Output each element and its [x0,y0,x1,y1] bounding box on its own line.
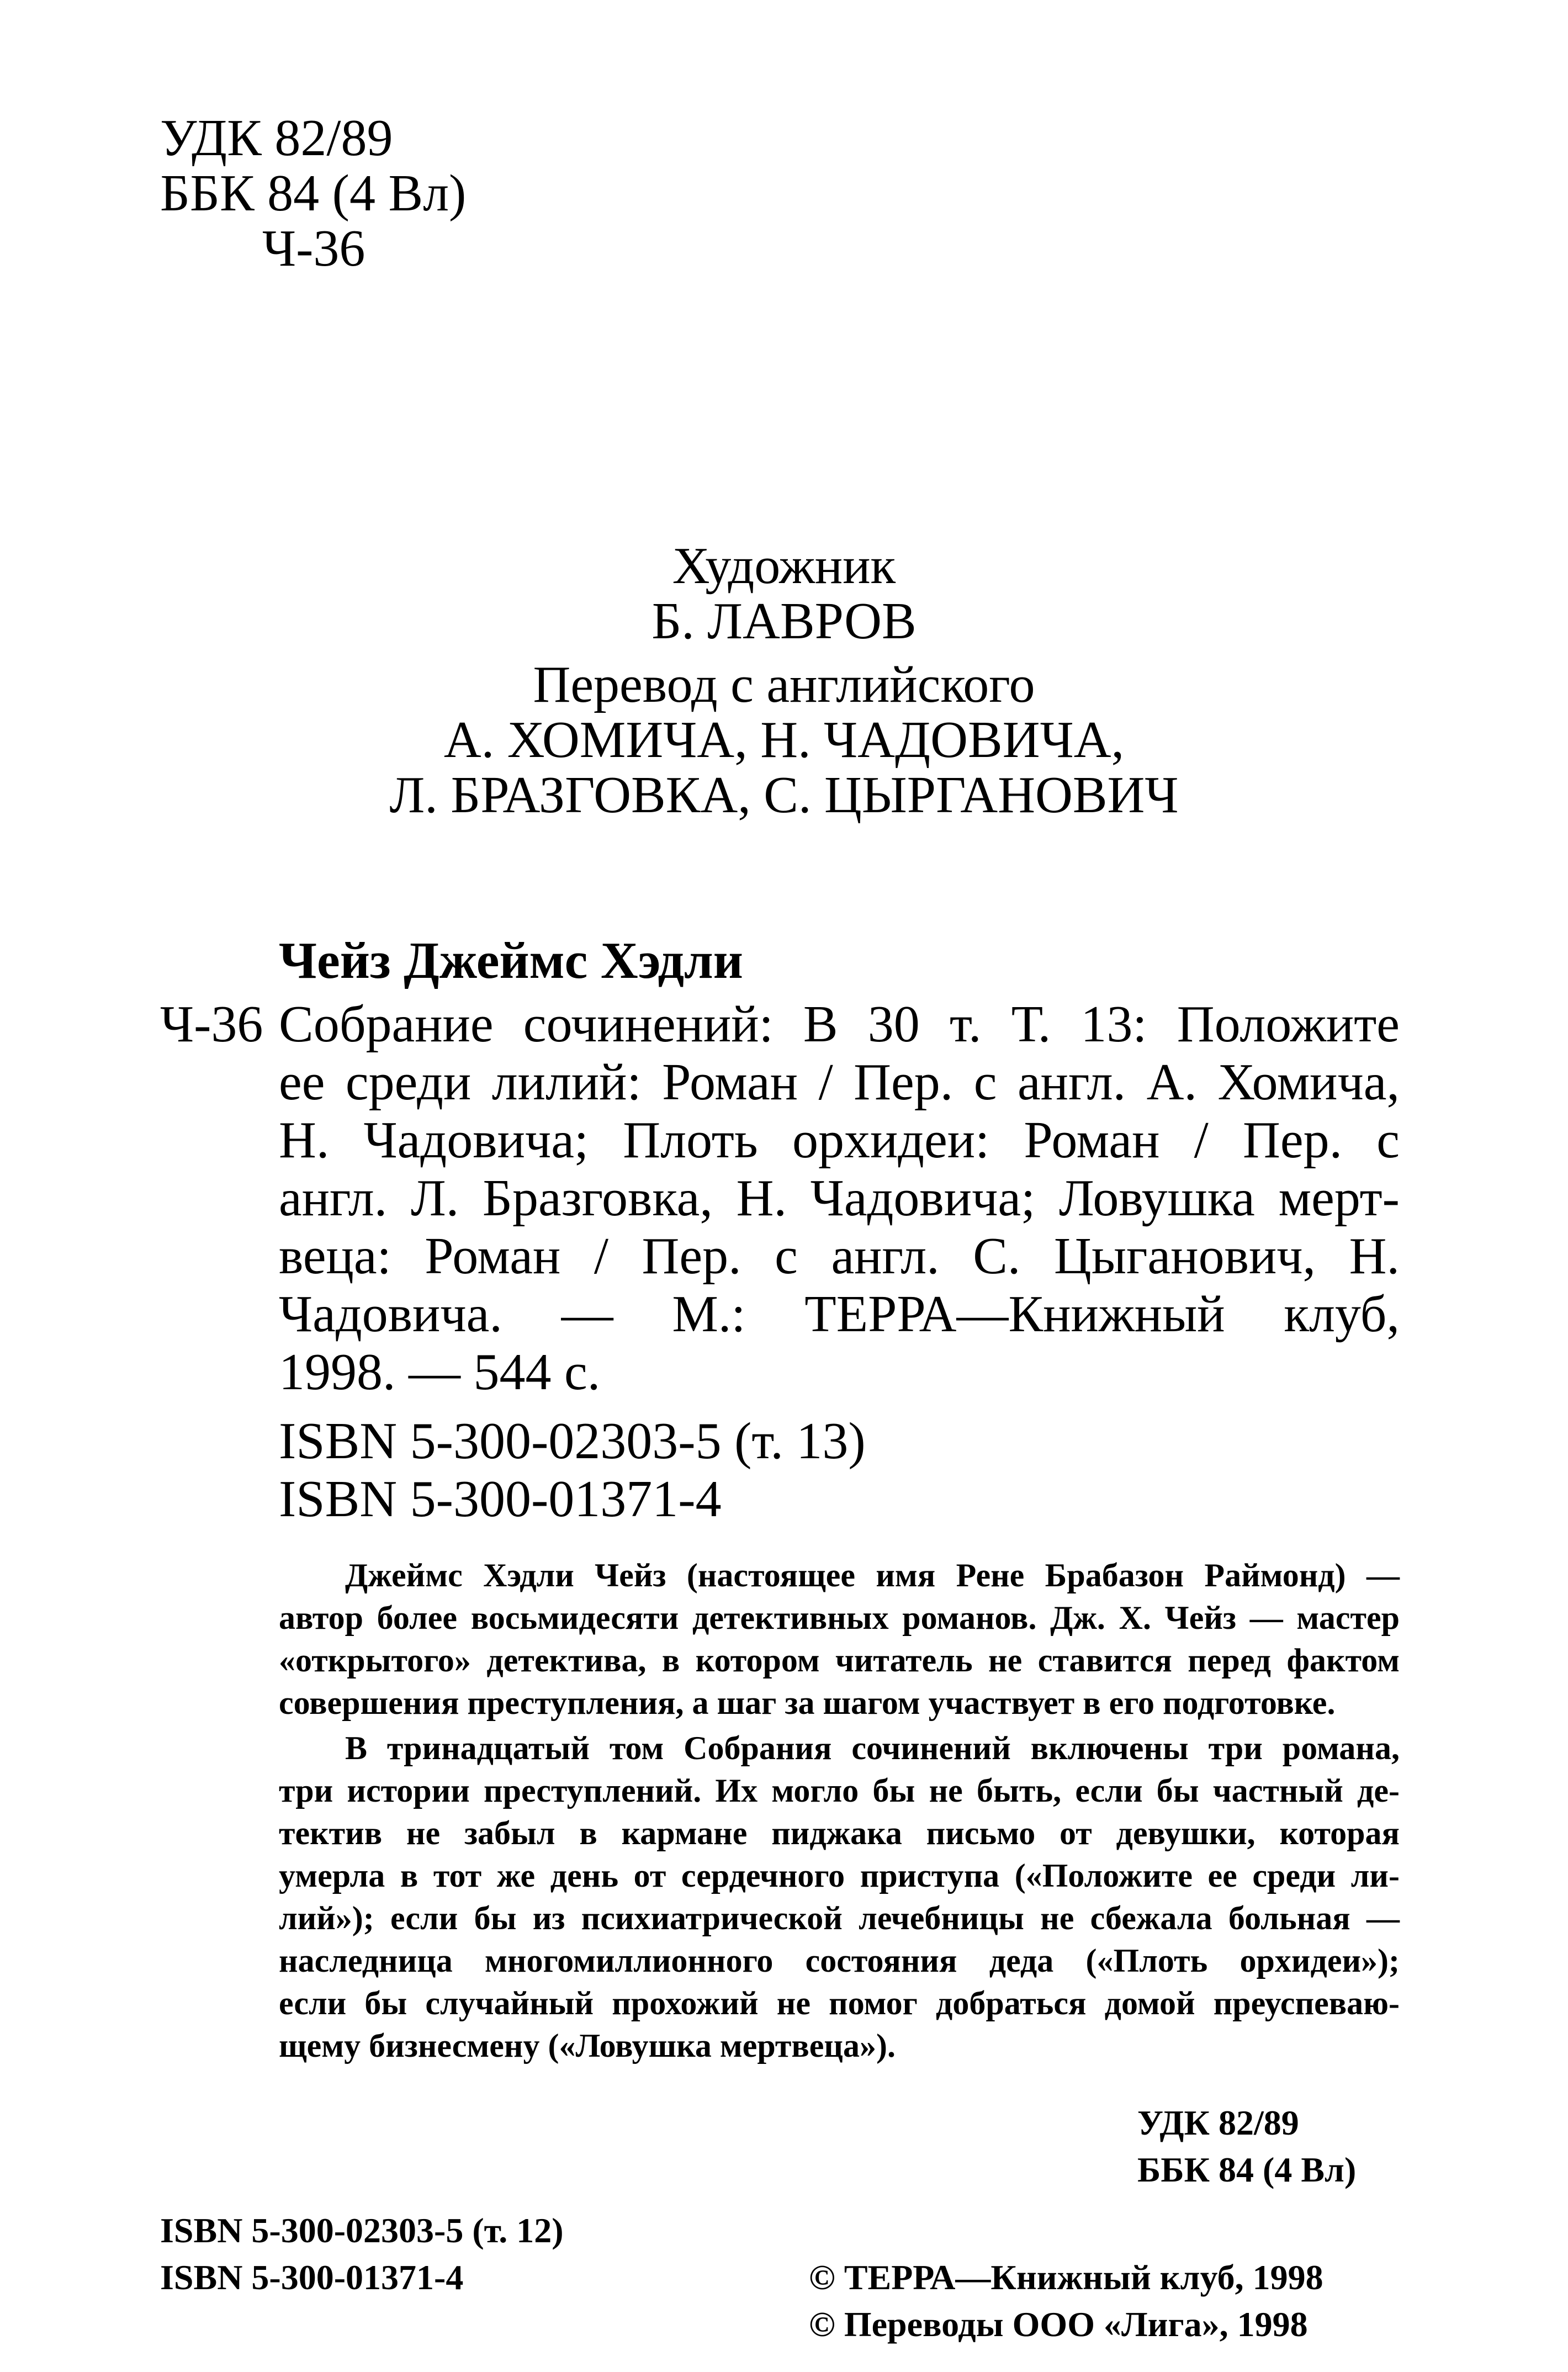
annotation-line: «открытого» детектива, в котором читатель не ставится перед фактом [279,1642,1400,1679]
annotation-line: если бы случайный прохожий не помог добраться домой преуспеваю- [279,1985,1400,2021]
bottom-udk-code: УДК 82/89 [1137,2103,1299,2142]
udk-code: УДК 82/89 [160,109,393,167]
entry-line: Н. Чадовича; Плоть орхидеи: Роман / Пер. с [279,1111,1400,1169]
entry-line: Чадовича. — М.: ТЕРРА—Книжный клуб, [279,1285,1400,1343]
annotation-line: совершения преступления, а шаг за шагом участвует в его подготовке. [279,1685,1336,1721]
annotation-line: автор более восьмидесяти детективных романов. Дж. Х. Чейз — мастер [279,1600,1400,1636]
entry-author: Чейз Джеймс Хэдли [279,932,743,989]
copyright-translations: © Переводы ООО «Лига», 1998 [809,2305,1308,2344]
translators-line-1: А. ХОМИЧА, Н. ЧАДОВИЧА, [443,711,1125,769]
translators-line-2: Л. БРАЗГОВКА, С. ЦЫРГАНОВИЧ [389,766,1179,824]
annotation-line: щему бизнесмену («Ловушка мертвеца»). [279,2027,896,2064]
annotation-line: умерла в тот же день от сердечного приступа («Положите ее среди ли- [279,1857,1400,1894]
bottom-isbn-volume: ISBN 5-300-02303-5 (т. 12) [160,2211,564,2250]
entry-line: 1998. — 544 с. [279,1343,601,1401]
entry-line: англ. Л. Бразговка, Н. Чадовича; Ловушка мерт- [279,1169,1400,1227]
artist-label: Художник [672,537,896,595]
entry-isbn-volume: ISBN 5-300-02303-5 (т. 13) [279,1412,866,1470]
annotation-line: Джеймс Хэдли Чейз (настоящее имя Рене Брабазон Раймонд) — [345,1557,1400,1593]
entry-line: Собрание сочинений: В 30 т. Т. 13: Положите [279,996,1400,1053]
annotation-line: тектив не забыл в кармане пиджака письмо от девушки, которая [279,1815,1400,1851]
annotation-line: В тринадцатый том Собрания сочинений включены три романа, [345,1730,1400,1766]
annotation-line: наследница многомиллионного состояния деда («Плоть орхидеи»); [279,1942,1400,1979]
bottom-isbn-set: ISBN 5-300-01371-4 [160,2258,464,2297]
translation-label: Перевод с английского [533,656,1035,713]
author-mark: Ч-36 [262,220,365,277]
annotation-line: лий»); если бы из психиатрической лечебницы не сбежала больная — [279,1900,1400,1936]
bbk-code: ББК 84 (4 Вл) [160,165,467,222]
copyright-publisher: © ТЕРРА—Книжный клуб, 1998 [809,2258,1323,2297]
annotation-line: три истории преступлений. Их могло бы не быть, если бы частный де- [279,1772,1400,1809]
entry-line: веца: Роман / Пер. с англ. С. Цыганович, Н. [279,1227,1400,1285]
entry-isbn-set: ISBN 5-300-01371-4 [279,1470,722,1528]
bottom-bbk-code: ББК 84 (4 Вл) [1137,2150,1357,2189]
artist-name: Б. ЛАВРОВ [651,592,917,650]
entry-mark: Ч-36 [160,996,263,1053]
entry-line: ее среди лилий: Роман / Пер. с англ. А. Хомича, [279,1053,1400,1111]
